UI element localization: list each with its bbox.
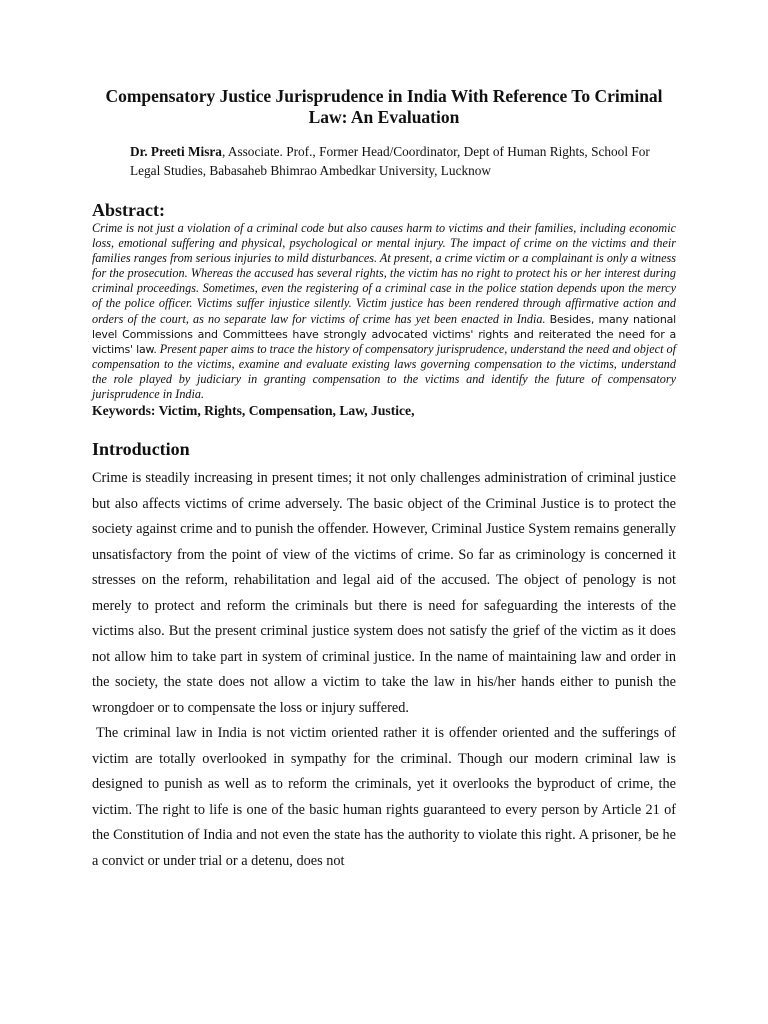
introduction-heading: Introduction <box>92 439 190 460</box>
abstract-heading: Abstract: <box>92 200 165 220</box>
abstract-part-3: Present paper aims to trace the history of compensatory jurisprudence, understand the need and object of compensation to the victims, examine and evaluate existing laws governing compensation to the victims, understand the role played by judiciary in granting compensation to the victims and identify the future of compensatory jurisprudence in India. <box>92 341 676 402</box>
keywords: Keywords: Victim, Rights, Compensation, Law, Justice, <box>92 403 415 419</box>
author-name: Dr. Preeti Misra <box>130 144 222 159</box>
abstract-text <box>92 221 676 402</box>
introduction-paragraph-2: The criminal law in India is not victim oriented rather it is offender oriented and the sufferings of victim are totally overlooked in sympathy for the criminal. Though our modern criminal law is designed to punish as well as to reform the criminals, yet it overlooks the byproduct of crime, the victim. The right to life is one of the basic human rights guaranteed to every person by Article 21 of the Constitution of India and not even the state has the authority to violate this right. A prisoner, be he a convict or under trial or a detenu, does not <box>92 725 676 869</box>
author-affiliation: , Associate. Prof., Former Head/Coordinator, Dept of Human Rights, School For Legal Studies, Babasaheb Bhimrao Ambedkar University, Lucknow <box>130 144 650 178</box>
author-line <box>130 142 676 180</box>
introduction-paragraph-1: Crime is steadily increasing in present times; it not only challenges administration of criminal justice but also affects victims of crime adversely. The basic object of the Criminal Justice is to protect the society against crime and to punish the offender. However, Criminal Justice System remains generally unsatisfactory from the point of view of the victims of crime. So far as criminology is concerned it stresses on the reform, rehabilitation and legal aid of the accused. The object of penology is not merely to protect and reform the criminals but there is need for safeguarding the interests of the victims also. But the present criminal justice system does not satisfy the grief of the victim as it does not allow him to take part in system of criminal justice. In the name of maintaining law and order in the society, the state does not allow a victim to take the law in his/her hands either to punish the wrongdoer or to compensate the loss or injury suffered. <box>92 470 676 716</box>
abstract-part-1: Crime is not just a violation of a criminal code but also causes harm to victims and their families, including economic loss, emotional suffering and physical, psychological or mental injury. The impact of crime on the victims and their families ranges from serious injuries to mild disturbances. At present, a crime victim or a complainant is only a witness for the prosecution. Whereas the accused has several rights, the victim has no right to protect his or her interest during criminal proceedings. Sometimes, even the registering of a criminal case in the police station depends upon the mercy of the police officer. Victims suffer injustice silently. Victim justice has been rendered through affirmative action and orders of the court, as no separate law for victims of crime has yet been enacted in India. <box>92 221 676 326</box>
abstract-part-2: Besides, many national level Commissions and Committees have strongly advocated victims' rights and reiterated the need for a victims' law. <box>92 312 676 356</box>
paper-page <box>92 86 676 874</box>
paper-title: Compensatory Justice Jurisprudence in India With Reference To Criminal Law: An Evaluation <box>105 86 663 127</box>
